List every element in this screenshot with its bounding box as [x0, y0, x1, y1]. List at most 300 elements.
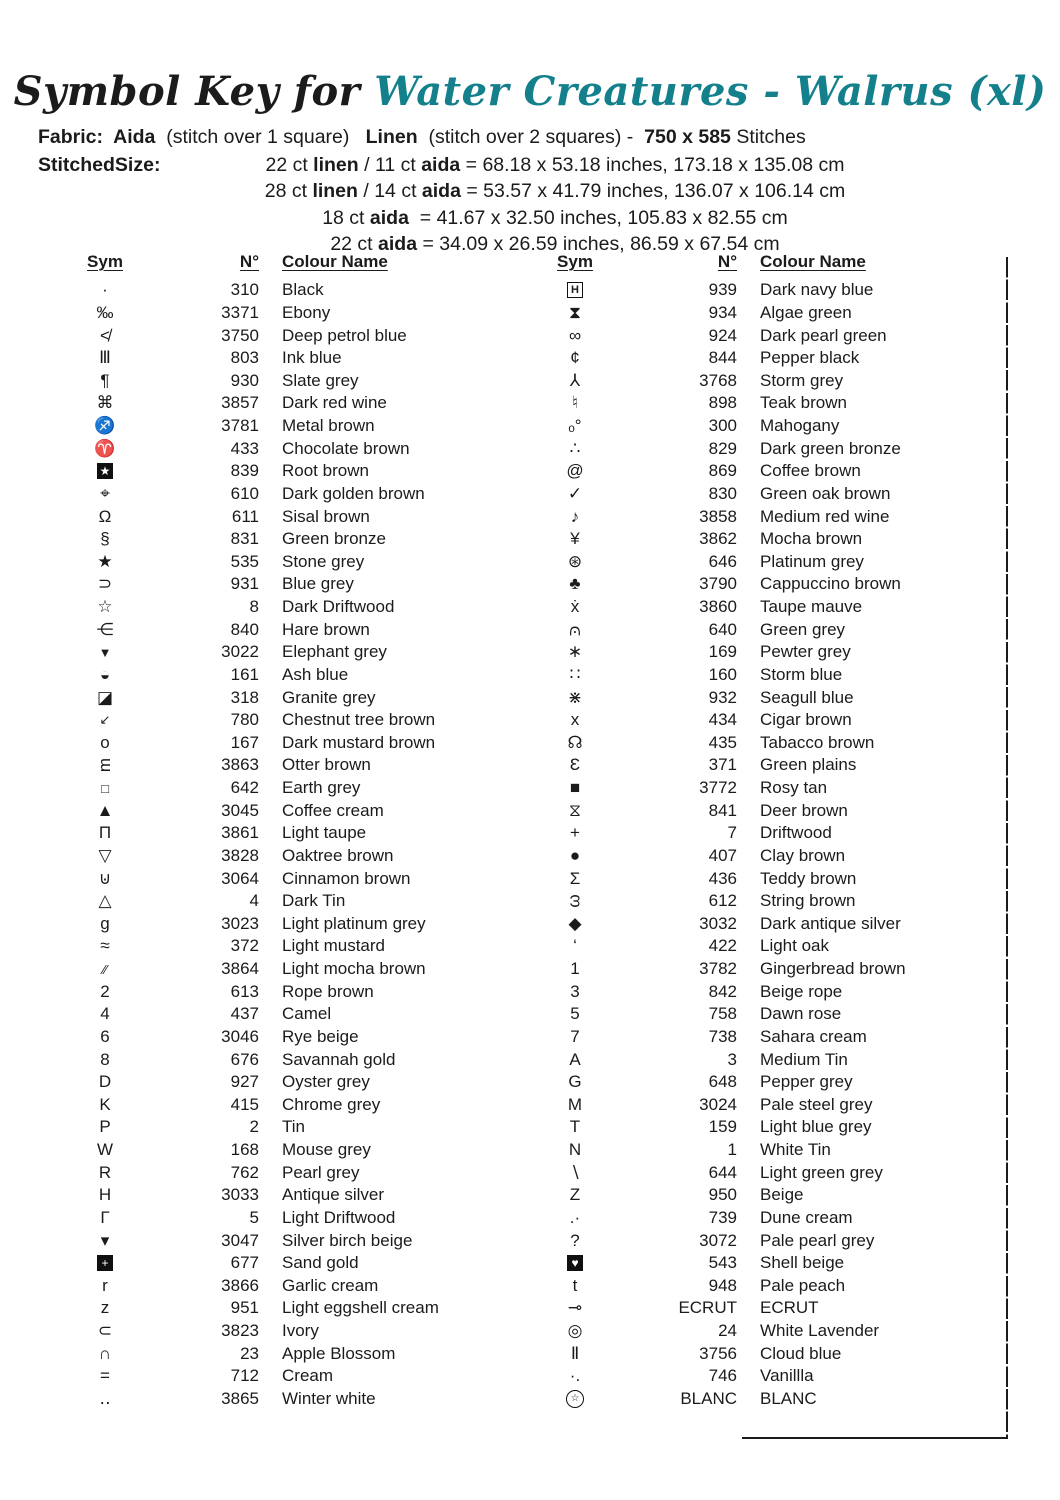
table-row — [83, 777, 439, 800]
number-cell: 3782 — [699, 959, 737, 979]
text-segment: 750 x 585 — [644, 126, 731, 148]
symbol-cell — [553, 665, 597, 685]
stitch-symbol: ● — [569, 845, 581, 865]
text-segment: Fabric: — [38, 126, 114, 148]
number-cell: 4 — [249, 891, 259, 911]
stitch-symbol: M — [567, 1094, 583, 1114]
colour-name-cell: Pale peach — [760, 1275, 846, 1295]
symbol-cell — [83, 823, 127, 843]
colour-name-cell: Green plains — [760, 755, 857, 775]
table-row — [553, 777, 906, 800]
colour-name-cell: Light blue grey — [760, 1117, 872, 1137]
number-cell: 3862 — [699, 529, 737, 549]
table-row — [83, 324, 439, 347]
number-cell: ECRUT — [678, 1298, 737, 1318]
table-row — [83, 958, 439, 981]
symbol-cell — [553, 1321, 597, 1341]
symbol-cell — [83, 620, 127, 640]
table-row — [553, 505, 906, 528]
text-segment: aida — [378, 233, 418, 256]
symbol-cell — [83, 1004, 127, 1024]
symbol-cell — [553, 282, 597, 298]
number-cell: 640 — [708, 619, 737, 639]
table-row — [553, 596, 906, 619]
colour-name-cell: Dark pearl green — [760, 325, 887, 345]
colour-name-cell: Cloud blue — [760, 1343, 842, 1363]
table-row — [553, 1275, 906, 1298]
symbol-cell — [83, 1321, 127, 1341]
symbol-cell — [553, 936, 597, 956]
number-cell: 3750 — [221, 325, 259, 345]
table-row — [83, 1297, 439, 1320]
table-row — [553, 890, 906, 913]
colour-name-cell: Cinnamon brown — [282, 868, 411, 888]
table-row — [83, 1320, 439, 1343]
table-row — [83, 1184, 439, 1207]
number-cell: 3861 — [221, 823, 259, 843]
table-row — [553, 1048, 906, 1071]
symbol-cell — [553, 710, 597, 730]
stitch-symbol: G — [568, 1072, 582, 1092]
table-row — [553, 392, 906, 415]
number-cell: 3756 — [699, 1343, 737, 1363]
text-segment: aida — [421, 154, 461, 176]
number-cell: 712 — [230, 1366, 259, 1386]
colour-name-cell: Granite grey — [282, 687, 376, 707]
colour-name-cell: Ink blue — [282, 348, 342, 368]
colour-name-cell: Rosy tan — [760, 778, 828, 798]
symbol-cell — [553, 416, 597, 436]
stitch-symbol: @ — [566, 461, 584, 481]
stitch-symbol: 8 — [100, 1049, 110, 1069]
table-row — [83, 505, 439, 528]
stitch-symbol: ◎ — [567, 1321, 583, 1341]
stitch-symbol: R — [98, 1162, 112, 1182]
stitch-symbol: z — [100, 1298, 110, 1318]
colour-name-cell: Storm blue — [760, 664, 843, 684]
symbol-cell — [83, 1344, 127, 1364]
colour-name-cell: Gingerbread brown — [760, 959, 906, 979]
stitch-symbol: ⊍ — [98, 868, 112, 888]
stitch-symbol: ♮ — [571, 393, 579, 413]
stitch-symbol: ⩀ — [569, 619, 581, 639]
table-row — [553, 664, 906, 687]
colour-name-cell: Pearl grey — [282, 1162, 360, 1182]
column-header-sym-cell — [83, 252, 127, 272]
colour-name-cell: Green oak brown — [760, 483, 891, 503]
symbol-cell — [553, 1208, 597, 1228]
column-header-name-cell — [282, 252, 388, 272]
text-segment: / 14 ct — [357, 180, 422, 203]
table-row — [83, 618, 439, 641]
number-cell: 160 — [708, 664, 737, 684]
colour-name-cell: Driftwood — [760, 823, 832, 843]
stitch-symbol: ≈ — [100, 936, 110, 956]
symbol-cell — [83, 1208, 127, 1228]
number-cell: 1 — [727, 1140, 737, 1160]
number-cell: 948 — [708, 1275, 737, 1295]
number-cell: 610 — [230, 483, 259, 503]
colour-name-cell: Camel — [282, 1004, 332, 1024]
column-header-name-cell — [760, 252, 866, 272]
stitch-symbol: ⊃ — [97, 574, 113, 594]
colour-name-cell: Dark mustard brown — [282, 732, 436, 752]
number-cell: 3790 — [699, 574, 737, 594]
symbol-cell — [83, 280, 127, 300]
stitch-symbol: ⌘ — [96, 393, 114, 413]
symbol-cell — [553, 1117, 597, 1137]
symbol-cell — [83, 484, 127, 504]
table-header-row — [553, 252, 906, 279]
symbol-cell — [553, 688, 597, 708]
number-cell: 644 — [708, 1162, 737, 1182]
stitch-symbol: ₒ° — [568, 416, 582, 436]
symbol-cell — [553, 1050, 597, 1070]
text-segment: linen — [312, 180, 358, 203]
colour-name-cell: Vanillla — [760, 1366, 814, 1386]
table-row — [553, 709, 906, 732]
table-row — [553, 1297, 906, 1320]
colour-name-cell: Light eggshell cream — [282, 1298, 439, 1318]
table-row — [553, 1139, 906, 1162]
number-cell: 3032 — [699, 913, 737, 933]
stitch-symbol: ⊂ — [97, 1321, 113, 1341]
table-row — [83, 1388, 439, 1411]
table-row — [83, 845, 439, 868]
colour-name-cell: Root brown — [282, 461, 369, 481]
stitch-symbol: ∖ — [569, 1162, 581, 1182]
text-segment: Aida — [113, 126, 156, 148]
symbol-cell — [553, 371, 597, 391]
number-cell: 648 — [708, 1072, 737, 1092]
stitch-symbol: N — [568, 1140, 582, 1160]
text-segment: aida — [369, 206, 409, 229]
symbol-cell — [553, 326, 597, 346]
number-cell: 3 — [727, 1049, 737, 1069]
stitch-symbol: · — [102, 280, 108, 300]
colour-name-cell: Ebony — [282, 302, 331, 322]
symbol-cell — [553, 1344, 597, 1364]
symbol-cell — [553, 1231, 597, 1251]
table-row — [553, 958, 906, 981]
number-cell: 159 — [708, 1117, 737, 1137]
symbol-cell — [83, 712, 127, 728]
symbol-cell — [83, 393, 127, 413]
stitch-symbol: ☆ — [97, 597, 113, 617]
number-cell: 931 — [230, 574, 259, 594]
stitch-symbol: ▲ — [96, 800, 114, 820]
symbol-cell — [553, 1027, 597, 1047]
colour-name-cell: Beige rope — [760, 981, 843, 1001]
number-cell: 161 — [230, 664, 259, 684]
page-title — [0, 68, 1060, 115]
table-row — [83, 1252, 439, 1275]
colour-name-cell: ECRUT — [760, 1298, 819, 1318]
symbol-cell — [83, 1389, 127, 1409]
table-row — [553, 641, 906, 664]
column-header-number: N° — [239, 252, 259, 271]
colour-name-cell: Dune cream — [760, 1207, 853, 1227]
number-cell: 869 — [708, 461, 737, 481]
column-header-sym: Sym — [557, 252, 593, 271]
colour-name-cell: String brown — [760, 891, 856, 911]
stitch-symbol: 7 — [570, 1026, 580, 1046]
stitch-symbol: Z — [569, 1185, 581, 1205]
table-row — [553, 1071, 906, 1094]
colour-name-cell: Teak brown — [760, 393, 847, 413]
stitch-symbol: 3 — [570, 981, 580, 1001]
number-cell: 3371 — [221, 302, 259, 322]
symbol-cell — [553, 303, 597, 323]
colour-name-cell: Medium Tin — [760, 1049, 848, 1069]
stitch-symbol: ★ — [97, 551, 113, 571]
number-cell: 535 — [230, 551, 259, 571]
symbol-cell — [83, 1117, 127, 1137]
column-header-number-cell — [625, 252, 737, 272]
number-cell: 372 — [230, 936, 259, 956]
table-row — [553, 1342, 906, 1365]
table-row — [83, 1207, 439, 1230]
symbol-cell — [83, 507, 127, 527]
number-cell: 927 — [230, 1072, 259, 1092]
symbol-cell — [553, 1163, 597, 1183]
table-row — [553, 1161, 906, 1184]
number-cell: 840 — [230, 619, 259, 639]
symbol-cell — [553, 1095, 597, 1115]
colour-name-cell: Pale pearl grey — [760, 1230, 875, 1250]
table-row — [553, 370, 906, 393]
symbol-cell — [83, 846, 127, 866]
number-cell: 434 — [708, 710, 737, 730]
stitch-symbol: ∕∕ — [102, 961, 108, 977]
symbol-cell — [83, 755, 127, 775]
stitch-symbol: § — [100, 529, 110, 549]
symbol-cell — [83, 982, 127, 1002]
number-cell: 3864 — [221, 959, 259, 979]
stitch-symbol: ♥ — [567, 1255, 583, 1271]
symbol-cell — [83, 1366, 127, 1386]
stitch-symbol: ⋲ — [96, 619, 114, 639]
table-row — [553, 1207, 906, 1230]
stitch-symbol: ★ — [97, 463, 113, 479]
symbol-cell — [553, 552, 597, 572]
number-cell: 3858 — [699, 506, 737, 526]
symbol-cell — [553, 914, 597, 934]
symbol-cell — [553, 823, 597, 843]
colour-name-cell: Otter brown — [282, 755, 371, 775]
stitch-symbol: ⊸ — [567, 1298, 583, 1318]
symbol-cell — [553, 733, 597, 753]
number-cell: 898 — [708, 393, 737, 413]
colour-name-cell: Savannah gold — [282, 1049, 396, 1069]
colour-name-cell: Oaktree brown — [282, 845, 394, 865]
number-cell: 318 — [230, 687, 259, 707]
symbol-cell — [553, 869, 597, 889]
table-row — [83, 573, 439, 596]
number-cell: 950 — [708, 1185, 737, 1205]
symbol-cell — [83, 1255, 127, 1271]
number-cell: 932 — [708, 687, 737, 707]
table-row — [83, 822, 439, 845]
symbol-cell — [83, 597, 127, 617]
table-row — [83, 935, 439, 958]
stitch-symbol: Σ — [569, 868, 581, 888]
colour-name-cell: Silver birch beige — [282, 1230, 413, 1250]
symbol-cell — [553, 529, 597, 549]
table-row — [83, 1139, 439, 1162]
stitched-size-line — [150, 205, 960, 231]
symbol-cell — [553, 574, 597, 594]
table-row — [553, 460, 906, 483]
colour-name-cell: Metal brown — [282, 416, 375, 436]
table-row — [83, 664, 439, 687]
stitch-symbol: △ — [98, 891, 112, 911]
stitch-symbol: ■ — [569, 778, 581, 798]
stitch-symbol: ◒ — [99, 664, 111, 684]
table-row — [553, 935, 906, 958]
stitch-symbol: ‰ — [96, 302, 114, 322]
colour-name-cell: Tin — [282, 1117, 305, 1137]
table-row — [83, 1026, 439, 1049]
table-row — [83, 1365, 439, 1388]
symbol-cell — [83, 574, 127, 594]
stitch-symbol: ∗ — [567, 642, 583, 662]
table-row — [83, 1071, 439, 1094]
table-row — [553, 732, 906, 755]
symbol-cell — [83, 1027, 127, 1047]
table-row — [83, 437, 439, 460]
table-row — [83, 1229, 439, 1252]
stitch-symbol: ‘ — [573, 936, 577, 956]
number-cell: 930 — [230, 370, 259, 390]
table-row — [83, 980, 439, 1003]
number-cell: 758 — [708, 1004, 737, 1024]
table-row — [83, 1275, 439, 1298]
colour-name-cell: Hare brown — [282, 619, 370, 639]
stitch-symbol: ⅄ — [569, 370, 581, 390]
stitch-symbol: t — [572, 1275, 578, 1295]
stitch-symbol: Ω — [98, 506, 112, 526]
symbol-table-right — [553, 252, 906, 1410]
table-row — [553, 324, 906, 347]
column-header-sym-cell — [553, 252, 597, 272]
table-row — [553, 867, 906, 890]
stitch-symbol: Ɛ — [569, 755, 581, 775]
table-row — [553, 1184, 906, 1207]
table-row — [83, 890, 439, 913]
symbol-cell — [83, 1050, 127, 1070]
symbol-cell — [83, 348, 127, 368]
table-row — [553, 1116, 906, 1139]
number-cell: 612 — [708, 891, 737, 911]
stitch-symbol: ☊ — [567, 732, 583, 752]
number-cell: 934 — [708, 302, 737, 322]
stitch-symbol: Ⅲ — [99, 348, 111, 368]
number-cell: 433 — [230, 438, 259, 458]
stitch-symbol: r — [102, 1275, 108, 1295]
stitch-symbol: ẋ — [570, 597, 580, 617]
symbol-table-left — [83, 252, 439, 1410]
symbol-cell — [83, 1140, 127, 1160]
number-cell: 844 — [708, 348, 737, 368]
title-subject: Water Creatures - Walrus (xl) — [374, 68, 1047, 115]
text-segment: = 53.57 x 41.79 inches, 136.07 x 106.14 cm — [460, 180, 846, 203]
colour-name-cell: Algae green — [760, 302, 852, 322]
symbol-cell — [83, 801, 127, 821]
text-segment: = 41.67 x 32.50 inches, 105.83 x 82.55 cm — [408, 206, 788, 229]
number-cell: 2 — [249, 1117, 259, 1137]
colour-name-cell: Pewter grey — [760, 642, 851, 662]
colour-name-cell: Sand gold — [282, 1253, 359, 1273]
symbol-cell — [83, 529, 127, 549]
column-header-number: N° — [717, 252, 737, 271]
table-bottom-border — [742, 1437, 1008, 1439]
text-segment: Stitches — [730, 126, 806, 148]
stitched-size-line — [150, 152, 960, 178]
stitch-symbol: ∴ — [569, 438, 581, 458]
table-row — [553, 1365, 906, 1388]
stitch-symbol: ▼ — [98, 644, 112, 660]
text-segment: 22 ct — [330, 233, 379, 256]
number-cell: 168 — [230, 1140, 259, 1160]
stitch-symbol: ♐ — [94, 416, 116, 436]
stitch-symbol: 5 — [570, 1004, 580, 1024]
number-cell: 841 — [708, 800, 737, 820]
text-segment: 22 ct — [265, 154, 314, 176]
table-row — [553, 980, 906, 1003]
number-cell: 23 — [240, 1343, 259, 1363]
symbol-cell — [83, 1231, 127, 1251]
symbol-cell — [553, 1255, 597, 1271]
stitch-symbol: .· — [569, 1207, 581, 1227]
colour-name-cell: Slate grey — [282, 370, 359, 390]
symbol-cell — [83, 552, 127, 572]
text-segment: (stitch over 2 squares) - — [417, 126, 645, 148]
number-cell: 830 — [708, 483, 737, 503]
stitch-symbol: ♈ — [94, 438, 116, 458]
stitch-symbol: T — [569, 1117, 581, 1137]
colour-name-cell: Dark red wine — [282, 393, 387, 413]
colour-name-cell: Coffee cream — [282, 800, 384, 820]
table-row — [83, 913, 439, 936]
colour-name-cell: Coffee brown — [760, 461, 861, 481]
text-segment: = 34.09 x 26.59 inches, 86.59 x 67.54 cm — [417, 233, 780, 256]
table-row — [83, 799, 439, 822]
colour-name-cell: Seagull blue — [760, 687, 854, 707]
colour-name-cell: Dark Tin — [282, 891, 346, 911]
symbol-cell — [553, 1298, 597, 1318]
colour-name-cell: Tabacco brown — [760, 732, 875, 752]
title-prefix: Symbol Key for — [13, 68, 361, 115]
number-cell: 5 — [249, 1207, 259, 1227]
number-cell: 831 — [230, 529, 259, 549]
colour-name-cell: Green grey — [760, 619, 846, 639]
number-cell: 3023 — [221, 913, 259, 933]
stitch-symbol: D — [98, 1072, 112, 1092]
number-cell: 3866 — [221, 1275, 259, 1295]
number-cell: 3046 — [221, 1026, 259, 1046]
number-cell: 3768 — [699, 370, 737, 390]
number-cell: 842 — [708, 981, 737, 1001]
number-cell: 3781 — [221, 416, 259, 436]
table-row — [83, 551, 439, 574]
table-row — [83, 483, 439, 506]
stitch-symbol: ∩ — [98, 1343, 112, 1363]
table-row — [553, 913, 906, 936]
colour-name-cell: Stone grey — [282, 551, 365, 571]
symbol-cell — [553, 1366, 597, 1386]
colour-name-cell: Dark antique silver — [760, 913, 901, 933]
